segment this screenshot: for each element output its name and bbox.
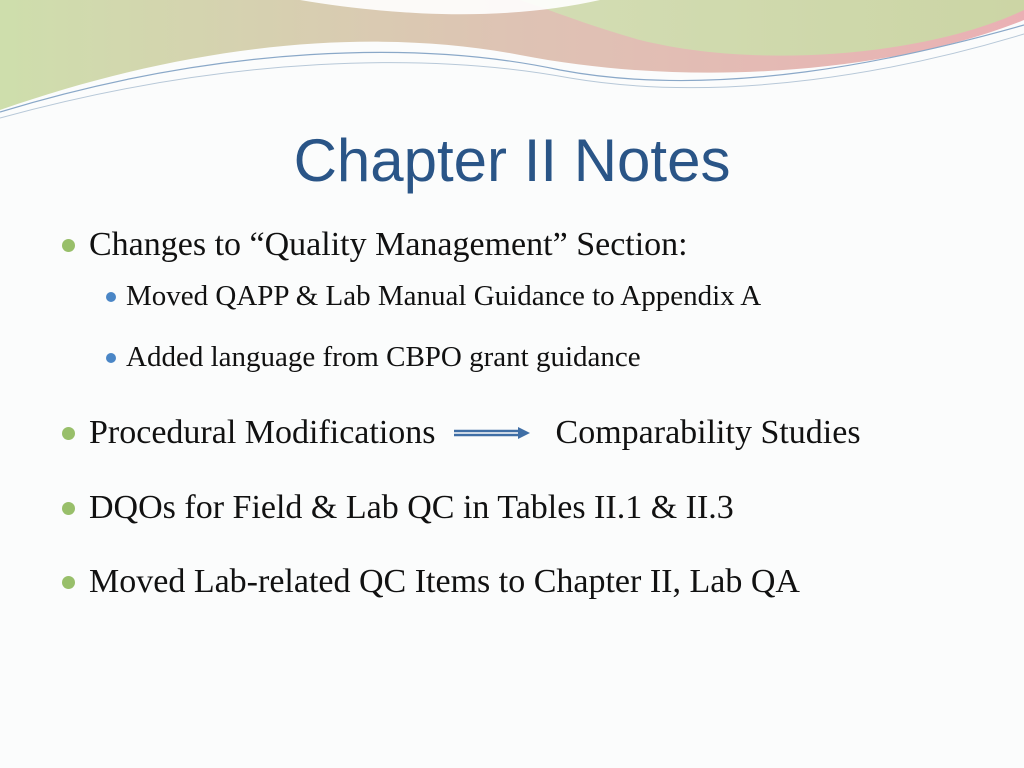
bullet-dot-icon: [62, 576, 75, 589]
bullet-dot-icon: [62, 239, 75, 252]
sub-bullet-item: [106, 280, 761, 313]
bullet-text: Moved Lab-related QC Items to Chapter II, Lab QA: [89, 563, 800, 600]
bullet-item: [62, 563, 800, 601]
bullet-text: Changes to “Quality Management” Section:: [89, 226, 688, 263]
bullet-item: [62, 226, 688, 264]
bullet-text-right: Comparability Studies: [555, 414, 861, 451]
sub-bullet-dot-icon: [106, 353, 116, 363]
sub-bullet-dot-icon: [106, 292, 116, 302]
bullet-item: [62, 414, 861, 452]
bullet-text: DQOs for Field & Lab QC in Tables II.1 & II.3: [89, 489, 734, 526]
sub-bullet-text: Moved QAPP & Lab Manual Guidance to Appendix A: [126, 280, 762, 312]
right-arrow-icon: [454, 425, 530, 441]
header-wave-decoration: [0, 0, 1024, 130]
bullet-dot-icon: [62, 502, 75, 515]
sub-bullet-text: Added language from CBPO grant guidance: [126, 341, 641, 373]
bullet-item: [62, 489, 734, 527]
sub-bullet-item: [106, 341, 641, 374]
slide-title: Chapter II Notes: [293, 127, 731, 194]
bullet-dot-icon: [62, 427, 75, 440]
bullet-text-left: Procedural Modifications: [89, 414, 436, 451]
